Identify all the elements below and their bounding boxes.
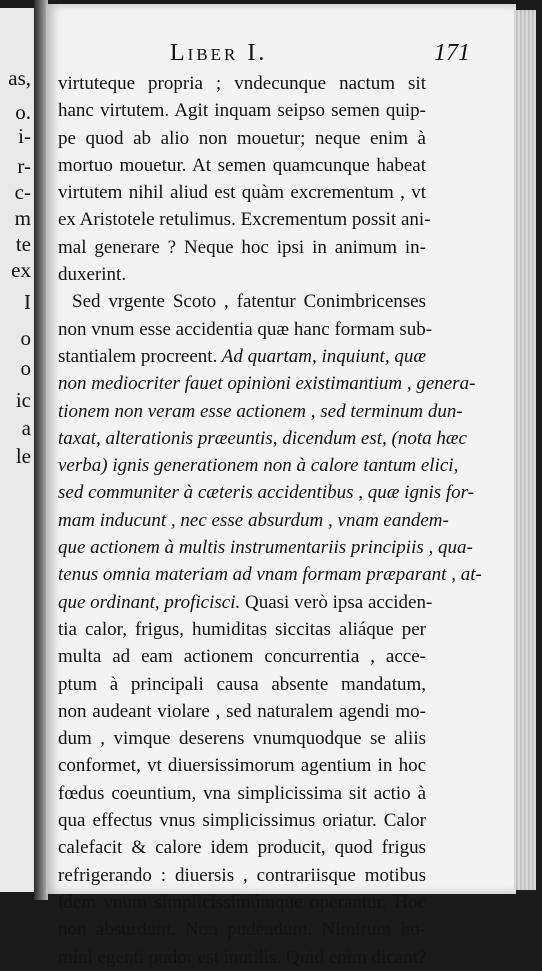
text-segment: dum , vimque deserens vnumquodque se aliis: [58, 728, 426, 750]
text-segment: tenus omnia materiam ad vnam formam præparant , at-: [58, 564, 482, 586]
text-segment: non vnum esse accidentia quæ hanc formam sub-: [58, 318, 433, 340]
left-page-fragment: m: [14, 206, 31, 230]
text-line: [58, 534, 473, 561]
left-page-fragment: le: [15, 444, 31, 468]
text-segment: mam inducunt , nec esse absurdum , vnam eandem-: [58, 509, 449, 531]
text-line: [58, 206, 431, 233]
left-page-fragment: as,: [8, 66, 31, 90]
text-line: [58, 725, 426, 752]
left-page-fragment: o: [20, 326, 31, 350]
text-line: [58, 452, 459, 479]
left-page-fragment: a: [21, 416, 31, 440]
text-line: [58, 507, 449, 534]
text-line: [58, 316, 433, 343]
text-segment: fœdus coeuntium, vna simplicissima sit actio à: [58, 782, 426, 804]
text-line: [58, 889, 426, 916]
text-line: [58, 370, 476, 397]
text-line: [58, 97, 426, 124]
text-line: [58, 152, 426, 179]
text-segment: multa ad eam actionem concurrentia , acce-: [58, 646, 426, 668]
text-line: [58, 616, 426, 643]
text-segment: duxerint.: [58, 264, 127, 286]
left-page-fragment: o.: [15, 100, 31, 124]
text-line: [58, 834, 426, 861]
text-segment: hanc virtutem. Agit inquam seipso semen quip-: [58, 100, 426, 122]
text-line: [58, 343, 426, 370]
text-line: [58, 234, 426, 261]
text-segment: idem vnum simplicissimúmque operantur. Hoc: [58, 891, 426, 913]
text-line: [58, 425, 467, 452]
text-line: [58, 698, 426, 725]
text-segment: pe quod ab alio non mouetur; neque enim à: [58, 127, 426, 149]
text-line: [58, 261, 426, 288]
running-title: Liber I.: [170, 40, 268, 66]
text-line: [58, 916, 426, 943]
text-segment: non absurdum. Non pudendum. Nimirum ho-: [58, 919, 426, 941]
text-line: [58, 589, 433, 616]
left-page-fragment: o: [20, 356, 31, 380]
text-segment: que ordinant, proficisci.: [58, 591, 241, 613]
text-segment: qua effectus vnus simplicissimus oriatur. Calor: [58, 810, 426, 832]
text-segment: Quasi verò ipsa acciden-: [240, 591, 433, 613]
left-page-fragment: ic: [15, 388, 31, 412]
text-segment: virtutem nihil aliud est quàm excrementum , vt: [58, 182, 426, 204]
text-segment: tia calor, frigus, humiditas siccitas aliáque per: [58, 618, 426, 640]
text-segment: tionem non veram esse actionem , sed terminum dun-: [58, 400, 463, 422]
text-line: [58, 862, 426, 889]
left-page-fragment: te: [15, 232, 31, 256]
text-line: [58, 752, 426, 779]
text-segment: sed communiter à cæteris accidentibus , quæ ignis for-: [58, 482, 474, 504]
text-segment: Ad quartam, inquiunt, quæ: [217, 345, 426, 367]
text-segment: stantialem procreent.: [58, 345, 218, 367]
text-segment: conformet, vt diuersissimorum agentium in hoc: [58, 755, 426, 777]
text-segment: ex Aristotele retulimus. Excrementum possit ani-: [58, 209, 431, 231]
text-segment: refrigerando : diuersis , contrariisque motibus: [58, 864, 426, 886]
text-line: [58, 807, 426, 834]
text-segment: ptum à principali causa absente mandatum,: [58, 673, 426, 695]
text-line: [58, 643, 426, 670]
left-page-fragment: c-: [14, 180, 31, 204]
text-line: [58, 125, 426, 152]
text-segment: verba) ignis generationem non à calore tantum elici,: [58, 455, 459, 477]
text-line: [58, 780, 426, 807]
left-page-fragment: I: [24, 290, 31, 314]
text-line: [58, 944, 426, 971]
text-segment: Sed vrgente Scoto , fatentur Conimbricenses: [72, 291, 426, 313]
text-line: [58, 179, 426, 206]
text-segment: virtuteque propria ; vndecunque nactum sit: [58, 73, 426, 94]
body-text: [58, 70, 482, 971]
left-page-fragment: r-: [17, 154, 31, 178]
text-line: [58, 288, 426, 315]
text-line: [58, 70, 426, 97]
text-segment: non mediocriter fauet opinioni existimantium , genera-: [58, 373, 476, 395]
page-edges: [514, 10, 536, 890]
text-segment: mal generare ? Neque hoc ipsi in animum in-: [58, 236, 426, 258]
left-page-fragment: i-: [18, 124, 31, 148]
text-line: [58, 561, 482, 588]
text-segment: calefacit & calore idem producit, quod frigus: [58, 837, 426, 859]
text-segment: taxat, alterationis præeuntis, dicendum est, (nota hæc: [58, 427, 467, 449]
text-line: [58, 398, 463, 425]
text-line: [58, 671, 426, 698]
text-segment: non audeant violare , sed naturalem agendi mo-: [58, 700, 426, 722]
page-number: 171: [434, 40, 470, 66]
text-segment: mini egenti pudor est inutilis. Quid enim dicant?: [58, 946, 427, 968]
text-line: [58, 479, 474, 506]
left-page-edge: [0, 8, 36, 892]
text-segment: mortuo mouetur. At semen quamcunque habeat: [58, 154, 426, 176]
left-page-fragment: ex: [11, 258, 31, 282]
text-segment: que actionem à multis instrumentariis principiis , qua-: [58, 537, 473, 559]
